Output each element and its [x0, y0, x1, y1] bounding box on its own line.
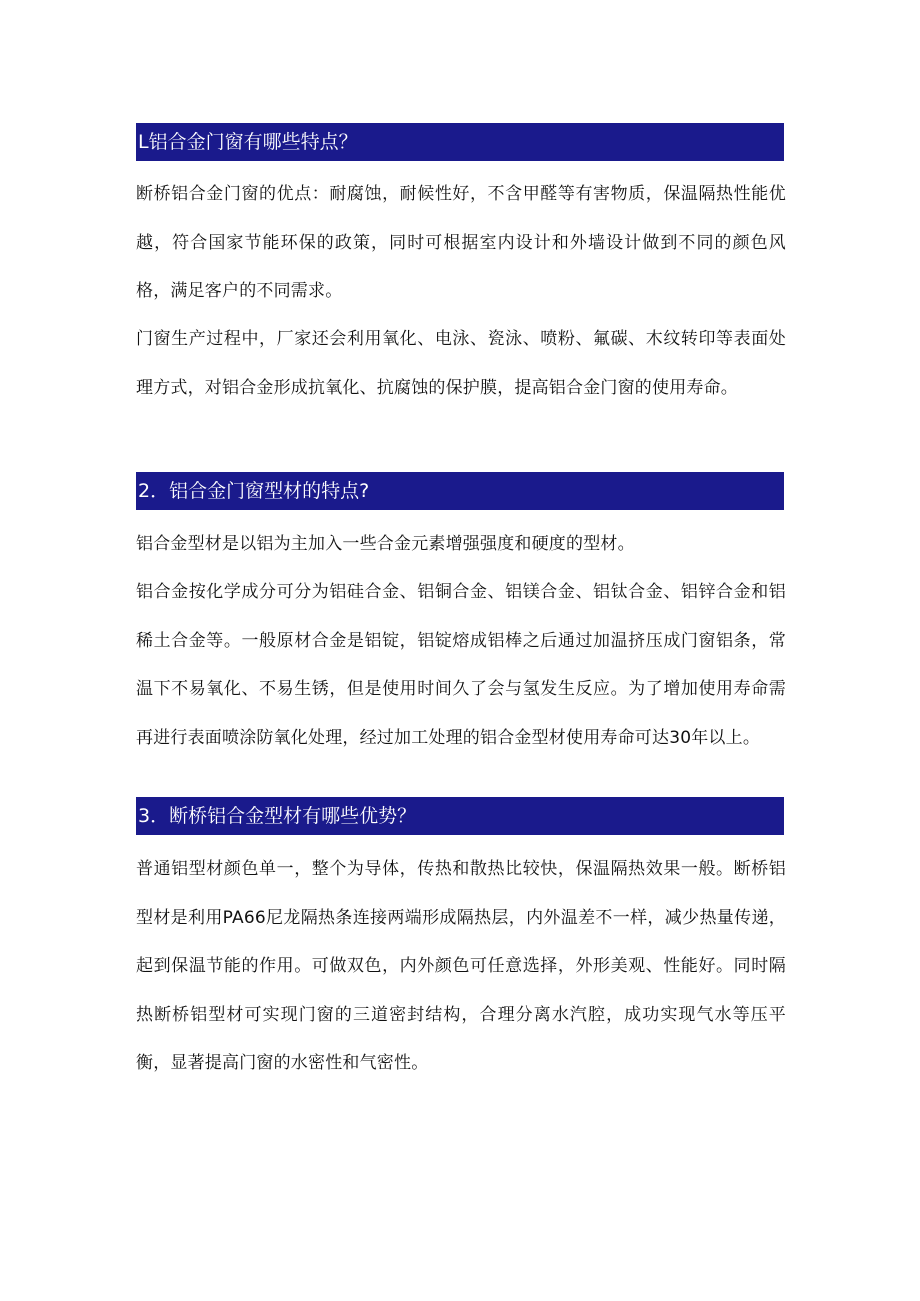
section-1-paragraph-1: 断桥铝合金门窗的优点：耐腐蚀，耐候性好，不含甲醛等有害物质，保温隔热性能优越，符合国家节能环保的政策，同时可根据室内设计和外墙设计做到不同的颜色风格，满足客户的不同需求。	[136, 184, 786, 301]
section-1-heading: L铝合金门窗有哪些特点？	[136, 123, 784, 161]
section-2-paragraph-1: 铝合金型材是以铝为主加入一些合金元素增强强度和硬度的型材。	[136, 534, 635, 554]
section-3-paragraph-1: 普通铝型材颜色单一，整个为导体，传热和散热比较快，保温隔热效果一般。断桥铝型材是利用PA66尼龙隔热条连接两端形成隔热层，内外温差不一样，减少热量传递，起到保温节能的作用。可做双色，内外颜色可任意选择，外形美观、性能好。同时隔热断桥铝型材可实现门窗的三道密封结构，合理分离水汽腔，成功实现气水等压平衡，显著提高门窗的水密性和气密性。	[136, 859, 786, 1073]
section-3-heading: 3．断桥铝合金型材有哪些优势？	[136, 797, 784, 835]
section-2-heading: 2．铝合金门窗型材的特点?	[136, 472, 784, 510]
section-1-paragraph-2: 门窗生产过程中，厂家还会利用氧化、电泳、瓷泳、喷粉、氟碳、木纹转印等表面处理方式，对铝合金形成抗氧化、抗腐蚀的保护膜，提高铝合金门窗的使用寿命。	[136, 329, 786, 398]
section-2-paragraph-2: 铝合金按化学成分可分为铝硅合金、铝铜合金、铝镁合金、铝钛合金、铝锌合金和铝稀土合金等。一般原材合金是铝锭，铝锭熔成铝棒之后通过加温挤压成门窗铝条，常温下不易氧化、不易生锈，但是使用时间久了会与氢发生反应。为了增加使用寿命需再进行表面喷涂防氧化处理，经过加工处理的铝合金型材使用寿命可达30年以上。	[136, 582, 786, 748]
